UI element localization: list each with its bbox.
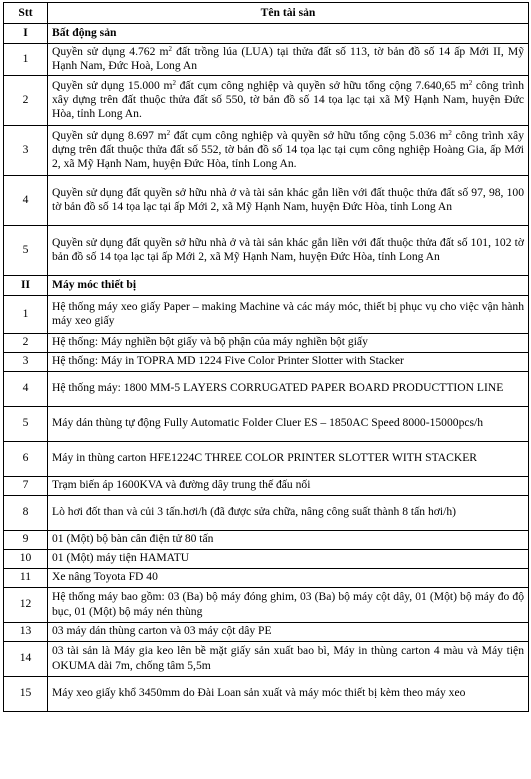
asset-description [48, 352, 529, 371]
section-number: II [4, 275, 48, 295]
asset-description [48, 568, 529, 587]
table-header-row [4, 3, 529, 24]
row-number: 13 [4, 622, 48, 641]
row-number: 15 [4, 676, 48, 711]
section-row [4, 24, 529, 44]
asset-description [48, 441, 529, 476]
table-row [4, 125, 529, 175]
section-number: I [4, 24, 48, 44]
description-text: Xe nâng Toyota FD 40 [52, 570, 158, 584]
asset-table [3, 2, 529, 712]
asset-description [48, 295, 529, 333]
asset-description [48, 549, 529, 568]
description-text: 03 tài sản là Máy gia keo lên bề mặt giấy sản xuất bao bì, Máy in thùng carton 4 màu và Máy tiện OKUMA dài 7m, chống tâm 5,5m [52, 644, 524, 672]
table-row [4, 549, 529, 568]
description-text: Trạm biến áp 1600KVA và đường dây trung thế đấu nối [52, 478, 311, 492]
superscript-unit: 2 [448, 128, 452, 137]
table-row [4, 530, 529, 549]
row-number: 9 [4, 530, 48, 549]
table-body [4, 24, 529, 712]
header-stt: Stt [4, 3, 48, 24]
asset-description [48, 333, 529, 352]
table-row [4, 352, 529, 371]
superscript-unit: 2 [166, 128, 171, 137]
row-number: 4 [4, 371, 48, 406]
table-row [4, 622, 529, 641]
table-row [4, 371, 529, 406]
row-number: 10 [4, 549, 48, 568]
description-text: Hệ thống: Máy nghiền bột giấy và bộ phận của máy nghiền bột giấy [52, 335, 368, 349]
description-text: 01 (Một) bộ bàn cân điện tử 80 tấn [52, 532, 214, 546]
row-number: 2 [4, 75, 48, 125]
section-row [4, 275, 529, 295]
row-number: 3 [4, 352, 48, 371]
asset-description [48, 175, 529, 225]
table-row [4, 441, 529, 476]
description-text: đất cụm công nghiệp và quyền sở hữu tổng cộng 5.036 m [170, 128, 449, 142]
table-row [4, 568, 529, 587]
asset-description [48, 371, 529, 406]
row-number: 14 [4, 641, 48, 676]
row-number: 6 [4, 441, 48, 476]
asset-description [48, 125, 529, 175]
description-text: Quyền sử dụng 4.762 m [52, 45, 169, 58]
asset-description [48, 476, 529, 495]
row-number: 11 [4, 568, 48, 587]
table-row [4, 476, 529, 495]
row-number: 4 [4, 175, 48, 225]
table-row [4, 676, 529, 711]
row-number: 5 [4, 225, 48, 275]
description-text: đất cụm công nghiệp và quyền sở hữu tổng cộng 7.640,65 m [175, 78, 469, 92]
description-text: đất trồng lúa (LUA) tại thửa đất số 113, tờ bản đồ số 14 ấp Mới II, Mỹ Hạnh Nam, Đức Hoà, Long An [52, 45, 525, 73]
superscript-unit: 2 [172, 78, 176, 87]
row-number: 3 [4, 125, 48, 175]
section-title: Máy móc thiết bị [48, 275, 529, 295]
header-asset-name: Tên tài sản [48, 3, 529, 24]
asset-description [48, 587, 529, 622]
superscript-unit: 2 [168, 45, 173, 53]
superscript-unit: 2 [468, 78, 473, 87]
description-text: Quyền sử dụng đất quyền sở hữu nhà ở và tài sản khác gắn liền với đất thuộc thửa đất số 101, 102 tờ bản đồ số 14 tọa lạc tại ấp Mới 2, xã Mỹ Hạnh Nam, huyện Đức Hòa, tỉnh Long An [52, 235, 524, 264]
description-text: Hệ thống máy xeo giấy Paper – making Machine và các máy móc, thiết bị phục vụ cho việc vận hành máy xeo giấy [52, 299, 524, 328]
asset-description [48, 622, 529, 641]
asset-description [48, 676, 529, 711]
asset-description [48, 495, 529, 530]
section-title: Bất động sản [48, 24, 529, 44]
description-text: Máy dán thùng tự động Fully Automatic Folder Cluer ES – 1850AC Speed 8000-15000pcs/h [52, 416, 484, 430]
row-number: 1 [4, 44, 48, 76]
asset-description [48, 75, 529, 125]
asset-description [48, 44, 529, 76]
row-number: 12 [4, 587, 48, 622]
description-text: 03 máy dán thùng carton và 03 máy cột dây PE [52, 624, 272, 638]
asset-description [48, 530, 529, 549]
description-text: công trình xây dựng trên đất thuộc thửa đất số 552, tờ bản đồ số 14 tọa lạc tại cụm công nghiệp Hoàng Gia, ấp Mới 2, xã Mỹ Hạnh Nam, huyện Đức Hòa, tỉnh Long An. [52, 128, 524, 171]
table-row [4, 495, 529, 530]
row-number: 8 [4, 495, 48, 530]
description-text: 01 (Một) máy tiện HAMATU [52, 551, 190, 565]
table-row [4, 175, 529, 225]
row-number: 7 [4, 476, 48, 495]
table-row [4, 587, 529, 622]
table-row [4, 75, 529, 125]
row-number: 2 [4, 333, 48, 352]
description-text: Quyền sử dụng 15.000 m [52, 78, 173, 92]
asset-description [48, 225, 529, 275]
row-number: 5 [4, 406, 48, 441]
row-number: 1 [4, 295, 48, 333]
asset-description [48, 406, 529, 441]
description-text: Lò hơi đốt than và củi 3 tấn.hơi/h (đã được sửa chữa, nâng công suất thành 8 tấn hơi/h) [52, 505, 456, 519]
table-row [4, 225, 529, 275]
table-row [4, 333, 529, 352]
table-row [4, 406, 529, 441]
table-row [4, 295, 529, 333]
asset-description [48, 641, 529, 676]
description-text: Quyền sử dụng 8.697 m [52, 128, 167, 142]
description-text: công trình xây dựng trên đất thuộc thửa đất số 550, tờ bản đồ số 14 tọa lạc tại xã Mỹ Hạnh Nam, huyện Đức Hòa, tỉnh Long An. [52, 78, 525, 121]
description-text: Hệ thống máy: 1800 MM-5 LAYERS CORRUGATED PAPER BOARD PRODUCTTION LINE [52, 381, 504, 395]
description-text: Máy in thùng carton HFE1224C THREE COLOR PRINTER SLOTTER WITH STACKER [52, 451, 478, 465]
description-text: Quyền sử dụng đất quyền sở hữu nhà ở và tài sản khác gắn liền với đất thuộc thửa đất số 97, 98, 100 tờ bản đồ số 14 tọa lạc tại ấp Mới 2, xã Mỹ Hạnh Nam, huyện Đức Hòa, tỉnh Long An [52, 185, 524, 214]
description-text: Hệ thống: Máy in TOPRA MD 1224 Five Color Printer Slotter with Stacker [52, 354, 404, 368]
table-row [4, 44, 529, 76]
description-text: Hệ thống máy bao gồm: 03 (Ba) bộ máy đóng ghim, 03 (Ba) bộ máy cột dây, 01 (Một) bộ máy đo độ bục, 01 (Một) bộ máy nén thùng [52, 590, 524, 618]
description-text: Máy xeo giấy khổ 3450mm do Đài Loan sản xuất và máy móc thiết bị kèm theo máy xeo [52, 686, 466, 700]
table-row [4, 641, 529, 676]
